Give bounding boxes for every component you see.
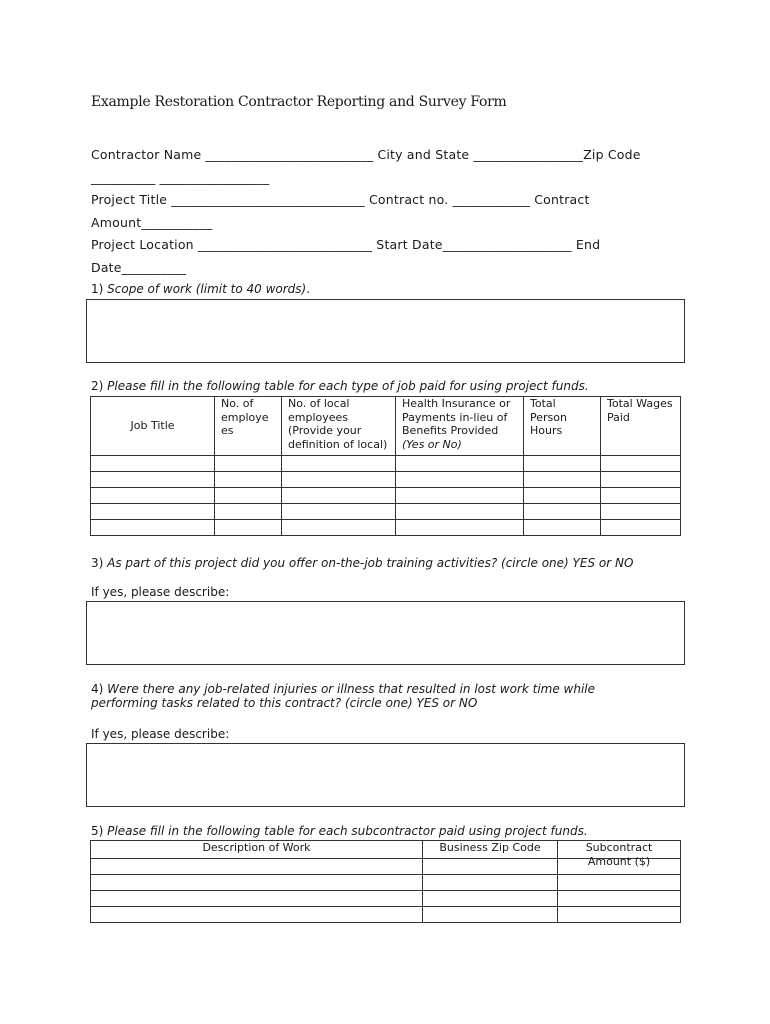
- question-1: 1) Scope of work (limit to 40 words).: [91, 282, 311, 296]
- injury-description-box[interactable]: [86, 743, 685, 807]
- table-row[interactable]: [91, 488, 681, 504]
- header-local-employees: No. of local employees (Provide your definition of local): [282, 397, 396, 456]
- question-4-line-2: performing tasks related to this contract? (circle one) YES or NO: [91, 696, 478, 710]
- table-row[interactable]: [91, 907, 681, 923]
- table-row[interactable]: [91, 875, 681, 891]
- question-5: 5) Please fill in the following table for each subcontractor paid using project funds.: [91, 824, 588, 838]
- form-title: Example Restoration Contractor Reporting and Survey Form: [91, 94, 507, 110]
- scope-of-work-box[interactable]: [86, 299, 685, 363]
- question-4-line-1: 4) Were there any job-related injuries or illness that resulted in lost work time while: [91, 682, 596, 696]
- table-row[interactable]: [91, 504, 681, 520]
- project-title-line: Project Title ______________________________ Contract no. ____________ Contract: [91, 192, 590, 207]
- table-row[interactable]: [91, 891, 681, 907]
- zip-code-blank-line: __________ _________________: [91, 170, 270, 185]
- header-health-insurance: Health Insurance or Payments in-lieu of Benefits Provided (Yes or No): [396, 397, 524, 456]
- header-person-hours: Total Person Hours: [524, 397, 601, 456]
- q4-describe-label: If yes, please describe:: [91, 727, 230, 741]
- header-subcontract-amount: Subcontract Amount ($): [558, 841, 681, 859]
- contractor-name-line: Contractor Name __________________________ City and State _________________Zip Code: [91, 147, 641, 162]
- header-employees: No. of employe es: [215, 397, 282, 456]
- table-row[interactable]: [91, 520, 681, 536]
- table-row[interactable]: [91, 456, 681, 472]
- table-row[interactable]: [91, 472, 681, 488]
- q3-describe-label: If yes, please describe:: [91, 585, 230, 599]
- header-business-zip: Business Zip Code: [423, 841, 558, 859]
- question-3: 3) As part of this project did you offer on-the-job training activities? (circle one) YES or NO: [91, 556, 634, 570]
- header-wages-paid: Total Wages Paid: [601, 397, 681, 456]
- project-location-line: Project Location ___________________________ Start Date____________________ End: [91, 237, 601, 252]
- contract-amount-line: Amount___________: [91, 215, 213, 230]
- jobs-table: [90, 396, 681, 536]
- end-date-line: Date__________: [91, 260, 187, 275]
- training-description-box[interactable]: [86, 601, 685, 665]
- subcontractor-table-header: [91, 841, 681, 859]
- header-description-of-work: Description of Work: [91, 841, 423, 859]
- question-2: 2) Please fill in the following table for each type of job paid for using project funds.: [91, 379, 589, 393]
- subcontractor-table: [90, 840, 681, 923]
- jobs-table-header: [91, 397, 681, 456]
- header-job-title: Job Title: [91, 397, 215, 456]
